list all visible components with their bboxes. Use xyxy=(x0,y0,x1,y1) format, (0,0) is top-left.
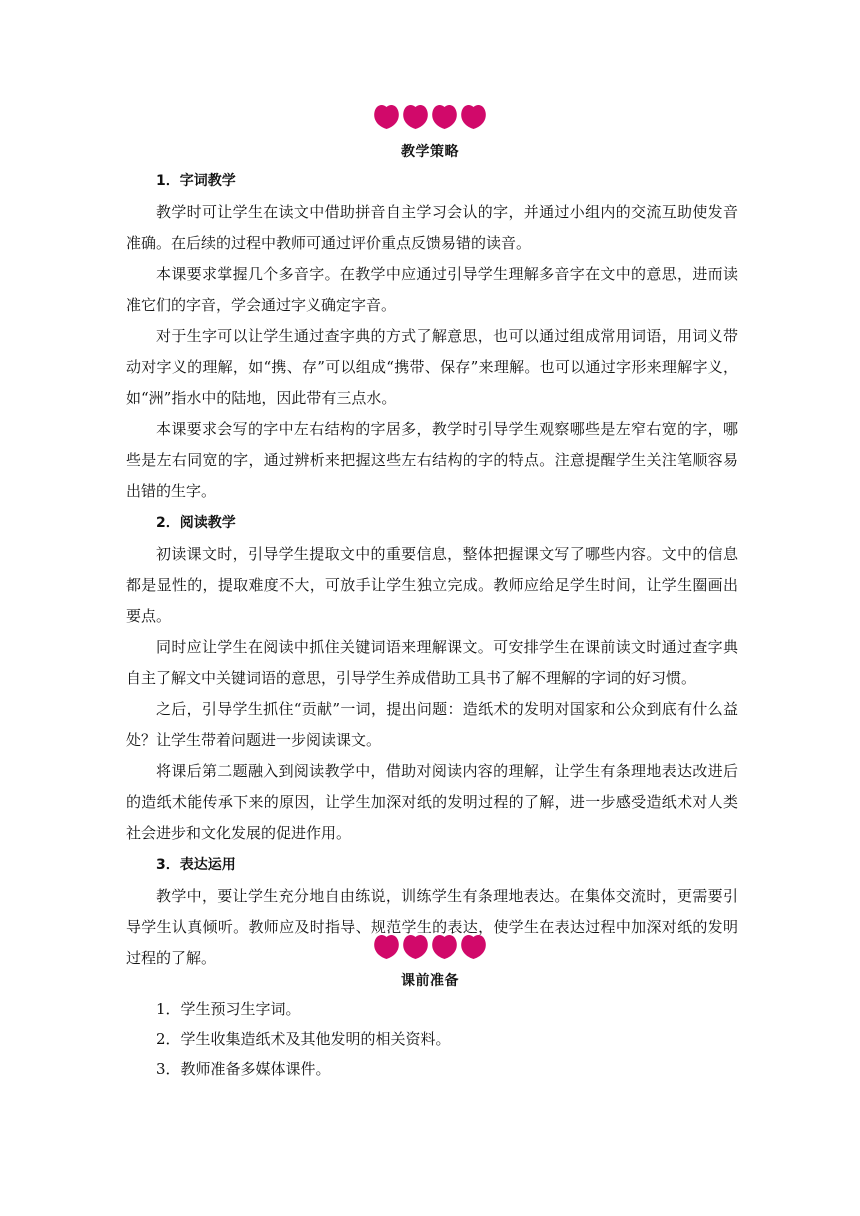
section-title-teaching-strategy: 教学策略 xyxy=(401,144,459,160)
heading-text: 2．阅读教学 xyxy=(156,515,236,531)
paragraph: 初读课文时，引导学生提取文中的重要信息，整体把握课文写了哪些内容。文中的信息都是显性的，提取难度不大，可放手让学生独立完成。教师应给足学生时间，让学生圈画出要点。 xyxy=(126,545,738,625)
petal-icon xyxy=(402,102,429,130)
paragraph: 教学中，要让学生充分地自由练说，训练学生有条理地表达。在集体交流时，更需要引导学生认真倾听。教师应及时指导、规范学生的表达，使学生在表达过程中加深对纸的发明过程的了解。 xyxy=(126,887,738,967)
paragraph: 本课要求会写的字中左右结构的字居多，教学时引导学生观察哪些是左窄右宽的字，哪些是左右同宽的字，通过辨析来把握这些左右结构的字的特点。注意提醒学生关注笔顺容易出错的生字。 xyxy=(126,420,738,500)
petal-icon xyxy=(460,932,487,960)
paragraph: 对于生字可以让学生通过查字典的方式了解意思，也可以通过组成常用词语，用词义带动对字义的理解，如“携、存”可以组成“携带、保存”来理解。也可以通过字形来理解字义，如“洲”指水中的陆地，因此带有三点水。 xyxy=(126,327,738,407)
paragraph: 教学时可让学生在读文中借助拼音自主学习会认的字，并通过小组内的交流互助使发音准确。在后续的过程中教师可通过评价重点反馈易错的读音。 xyxy=(126,203,738,252)
section-badge-teaching-strategy xyxy=(0,102,860,132)
petal-icon xyxy=(431,932,458,960)
petal-icon xyxy=(373,932,400,960)
heading-text: 3．表达运用 xyxy=(156,857,236,873)
petal-icon xyxy=(431,102,458,130)
heading-word-teaching xyxy=(126,165,738,197)
section-badge-preparation xyxy=(0,932,860,962)
paragraph: 同时应让学生在阅读中抓住关键词语来理解课文。可安排学生在课前读文时通过查字典自主了解文中关键词语的意思，引导学生养成借助工具书了解不理解的字词的好习惯。 xyxy=(126,638,738,687)
heading-text: 1．字词教学 xyxy=(156,173,236,189)
heading-reading-teaching xyxy=(126,507,738,539)
paragraph: 本课要求掌握几个多音字。在教学中应通过引导学生理解多音字在文中的意思，进而读准它们的字音，学会通过字义确定字音。 xyxy=(126,265,738,314)
list-item: 3．教师准备多媒体课件。 xyxy=(156,1060,331,1078)
petal-icon xyxy=(373,102,400,130)
paragraph: 之后，引导学生抓住“贡献”一词，提出问题：造纸术的发明对国家和公众到底有什么益处？让学生带着问题进一步阅读课文。 xyxy=(126,700,738,749)
list-item: 2．学生收集造纸术及其他发明的相关资料。 xyxy=(156,1030,451,1048)
heading-expression xyxy=(126,849,738,881)
paragraph: 将课后第二题融入到阅读教学中，借助对阅读内容的理解，让学生有条理地表达改进后的造纸术能传承下来的原因，让学生加深对纸的发明过程的了解，进一步感受造纸术对人类社会进步和文化发展的促进作用。 xyxy=(126,762,738,842)
section-title-preparation: 课前准备 xyxy=(401,973,459,989)
petal-icon xyxy=(402,932,429,960)
petal-icon xyxy=(460,102,487,130)
teaching-strategy-body xyxy=(126,165,738,974)
preparation-list xyxy=(126,994,738,1084)
list-item: 1．学生预习生字词。 xyxy=(156,1000,301,1018)
